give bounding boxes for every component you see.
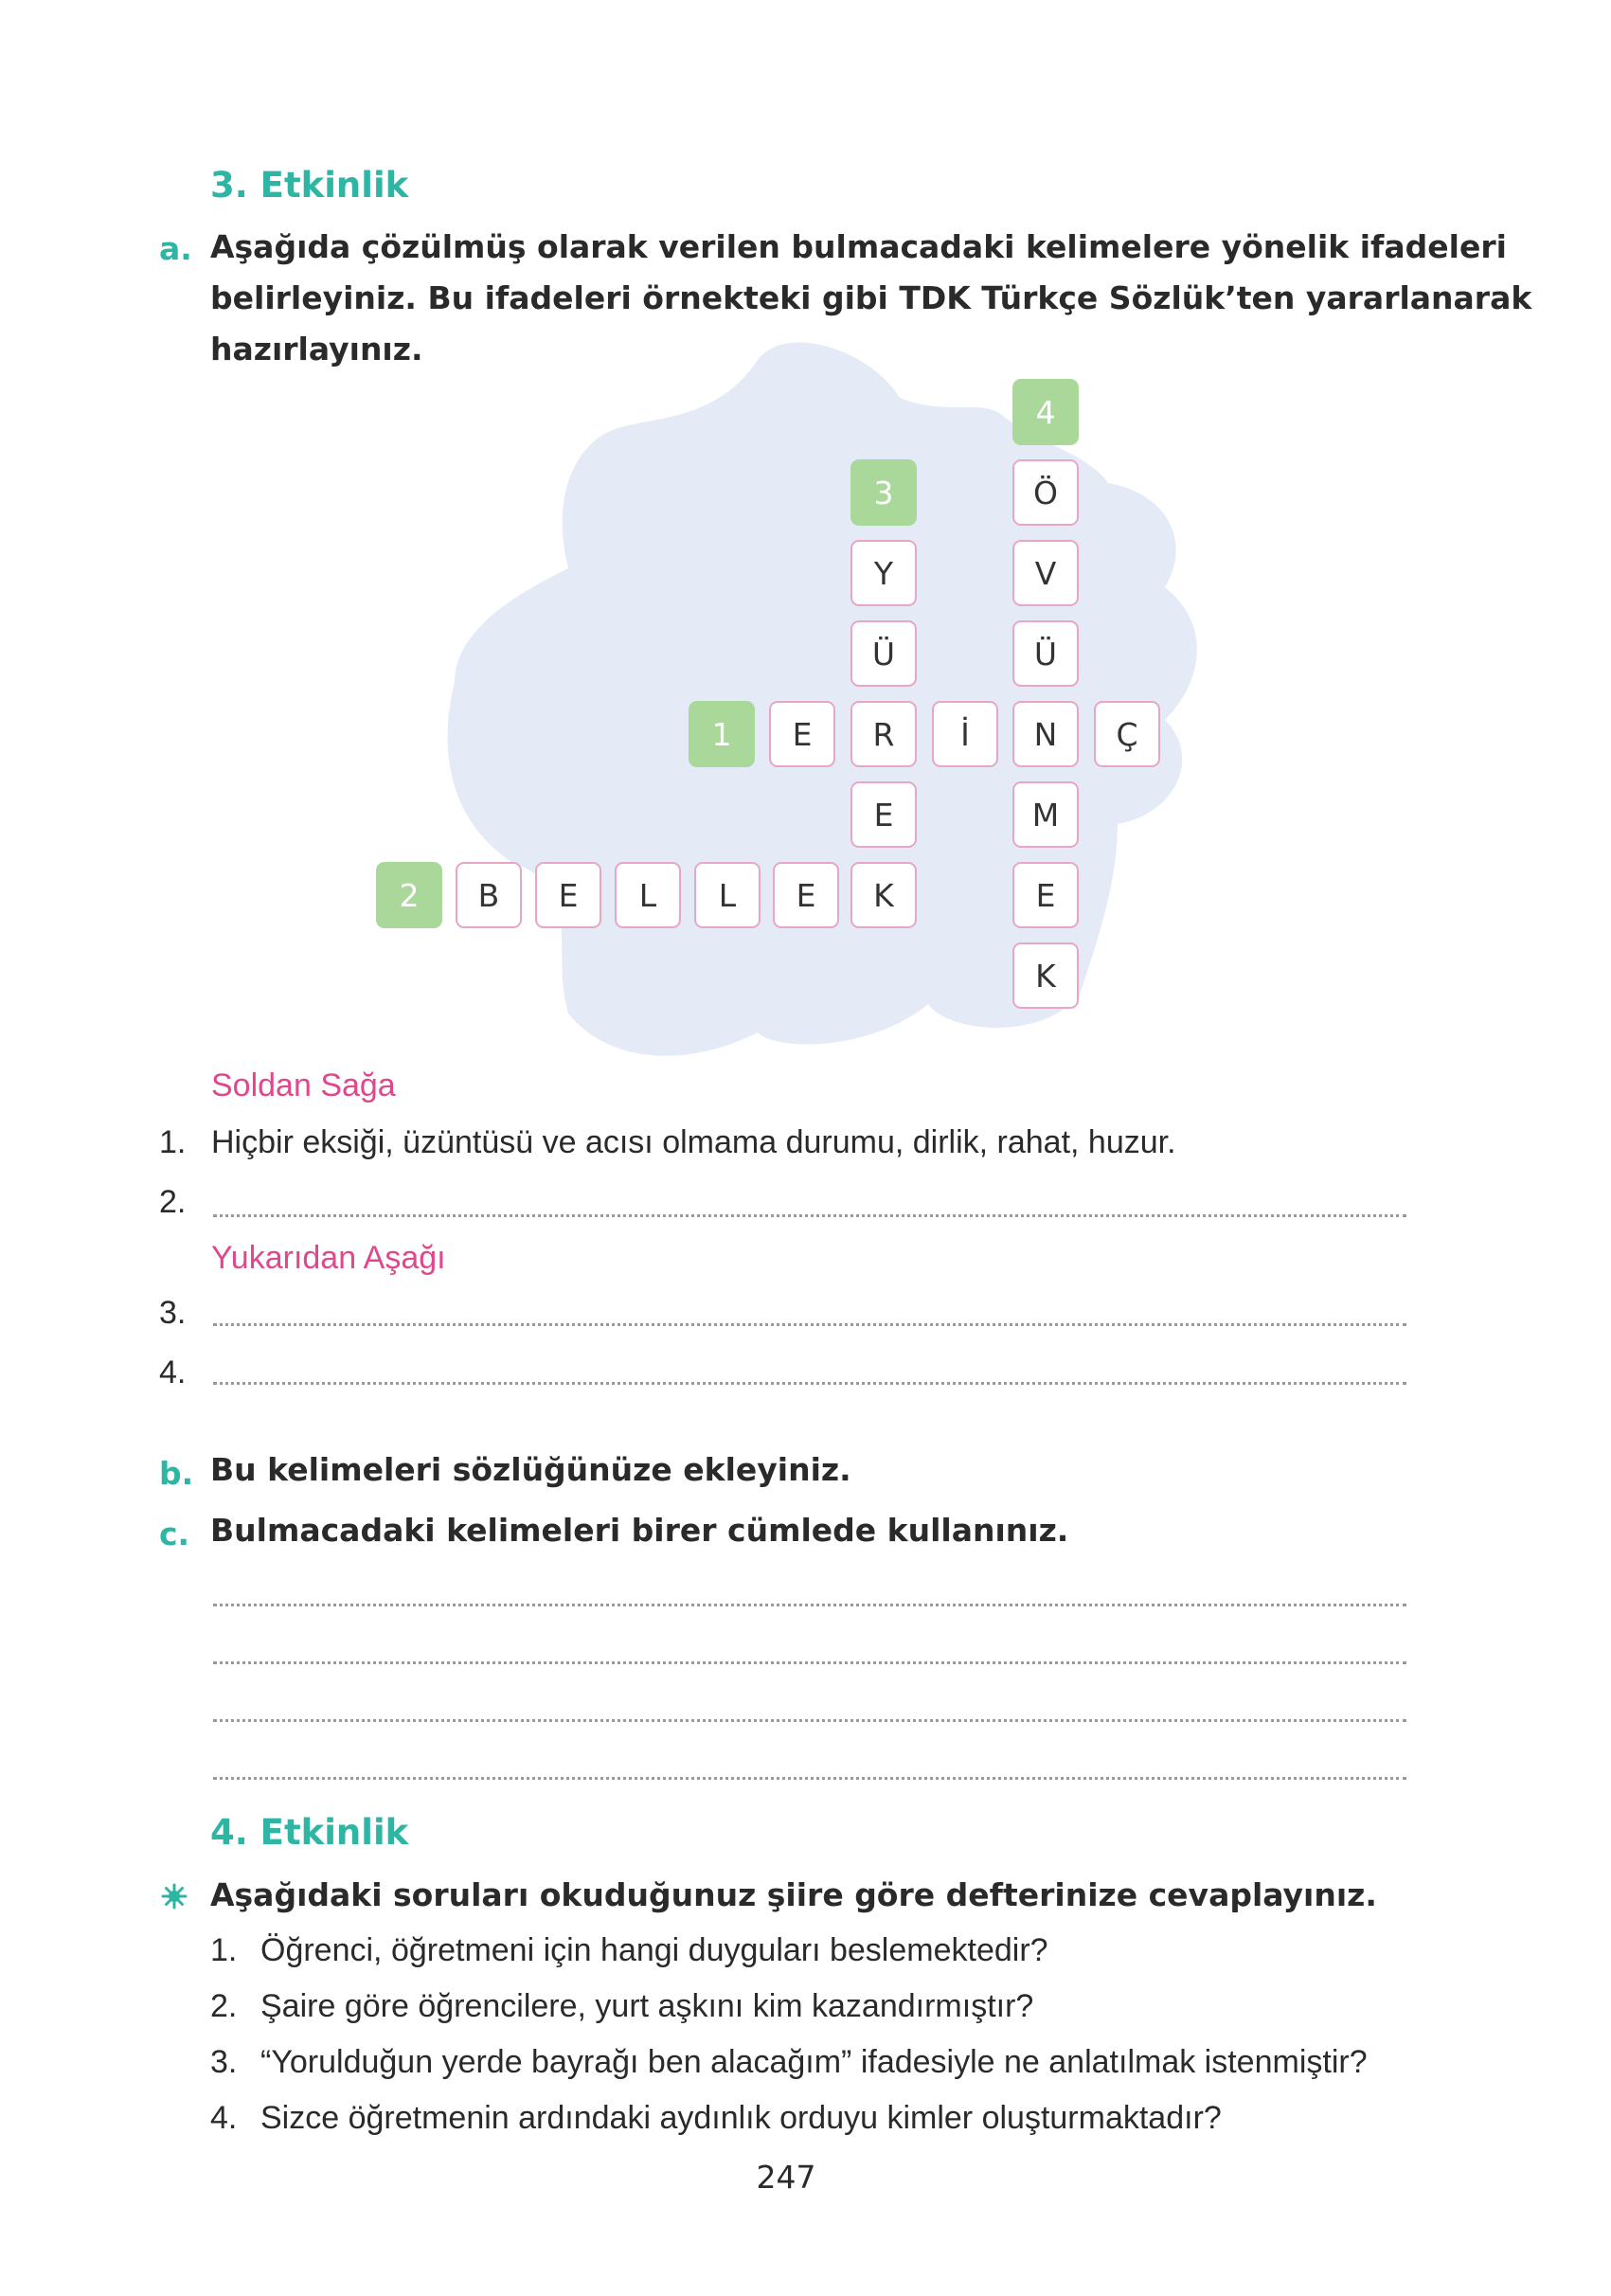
crossword-cell: N	[1012, 701, 1079, 767]
question-text-3: “Yorulduğun yerde bayrağı ben alacağım” ifadesiyle ne anlatılmak istenmiştir?	[260, 2044, 1368, 2080]
question-number-1: 1.	[210, 1932, 238, 1968]
star-burst-icon	[161, 1883, 188, 1910]
clue-text-1: Hiçbir eksiği, üzüntüsü ve acısı olmama durumu, dirlik, rahat, huzur.	[211, 1124, 1176, 1160]
item-b-text: Bu kelimeleri sözlüğünüze ekleyiniz.	[210, 1451, 851, 1488]
clue-number-3: 3.	[159, 1295, 187, 1331]
activity3-heading: 3. Etkinlik	[210, 165, 409, 206]
crossword	[0, 0, 1611, 1070]
crossword-cell: R	[850, 701, 917, 767]
item-a-line-1: Aşağıda çözülmüş olarak verilen bulmacadaki kelimelere yönelik ifadeleri	[210, 228, 1507, 265]
answer-line-2[interactable]	[213, 1214, 1406, 1217]
sentence-line-4[interactable]	[213, 1777, 1406, 1780]
crossword-cell: Ç	[1094, 701, 1160, 767]
clue-number-2: 2.	[159, 1184, 187, 1220]
item-c-letter: c.	[159, 1516, 190, 1552]
crossword-cell: L	[615, 862, 681, 928]
question-text-2: Şaire göre öğrencilere, yurt aşkını kim kazandırmıştır?	[260, 1988, 1034, 2024]
crossword-cell: E	[850, 781, 917, 848]
crossword-cell: Ö	[1012, 459, 1079, 526]
sentence-line-3[interactable]	[213, 1719, 1406, 1722]
sentence-line-2[interactable]	[213, 1661, 1406, 1664]
crossword-cell: E	[535, 862, 601, 928]
across-title: Soldan Sağa	[211, 1067, 396, 1103]
page-number: 247	[756, 2159, 816, 2196]
activity4-instruction: Aşağıdaki soruları okuduğunuz şiire göre defterinize cevaplayınız.	[210, 1876, 1377, 1913]
question-text-4: Sizce öğretmenin ardındaki aydınlık orduyu kimler oluşturmaktadır?	[260, 2100, 1222, 2136]
question-number-2: 2.	[210, 1988, 238, 2024]
question-number-4: 4.	[210, 2100, 238, 2136]
answer-line-4[interactable]	[213, 1382, 1406, 1385]
crossword-cell: Ü	[1012, 620, 1079, 687]
crossword-cell: E	[773, 862, 839, 928]
activity4-heading: 4. Etkinlik	[210, 1812, 409, 1853]
down-title: Yukarıdan Aşağı	[211, 1240, 446, 1276]
question-number-3: 3.	[210, 2044, 238, 2080]
item-a-line-3: hazırlayınız.	[210, 331, 423, 368]
crossword-cell: Y	[850, 540, 917, 606]
crossword-cell: V	[1012, 540, 1079, 606]
question-text-1: Öğrenci, öğretmeni için hangi duyguları beslemektedir?	[260, 1932, 1048, 1968]
item-c-text: Bulmacadaki kelimeleri birer cümlede kullanınız.	[210, 1512, 1069, 1549]
clue-number-4: 4.	[159, 1354, 187, 1390]
crossword-cell: Ü	[850, 620, 917, 687]
item-a-letter: a.	[159, 230, 192, 267]
crossword-cell: İ	[932, 701, 998, 767]
crossword-cell: L	[694, 862, 761, 928]
crossword-number-3: 3	[850, 459, 917, 526]
crossword-number-4: 4	[1012, 379, 1079, 445]
item-b-letter: b.	[159, 1455, 194, 1492]
crossword-cell: E	[769, 701, 835, 767]
answer-line-3[interactable]	[213, 1323, 1406, 1326]
crossword-cell: B	[456, 862, 522, 928]
crossword-number-2: 2	[376, 862, 442, 928]
item-a-line-2: belirleyiniz. Bu ifadeleri örnekteki gibi TDK Türkçe Sözlük’ten yararlanarak	[210, 279, 1532, 316]
crossword-number-1: 1	[689, 701, 755, 767]
crossword-cell: M	[1012, 781, 1079, 848]
clue-number-1: 1.	[159, 1124, 187, 1160]
crossword-cell: E	[1012, 862, 1079, 928]
crossword-cell: K	[1012, 942, 1079, 1009]
crossword-cell: K	[850, 862, 917, 928]
sentence-line-1[interactable]	[213, 1604, 1406, 1606]
